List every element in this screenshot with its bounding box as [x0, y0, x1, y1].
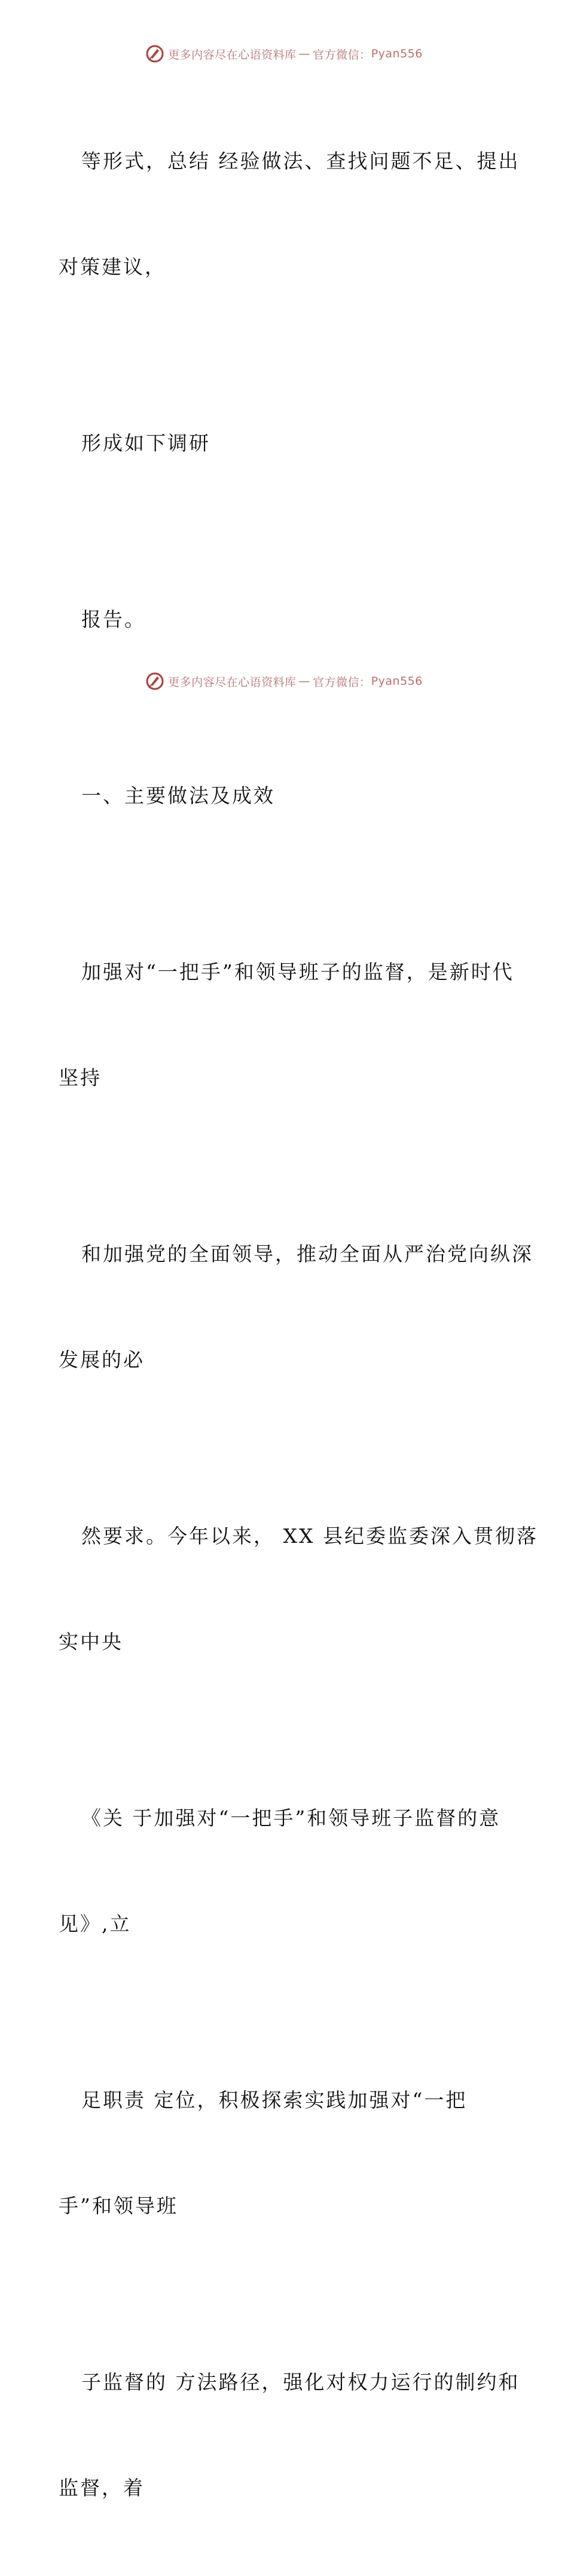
banner-wechat-label: 官方微信：	[313, 675, 371, 689]
paragraph-line: 报告。	[81, 608, 146, 631]
paragraph-line: 实中央	[59, 1630, 123, 1653]
section-heading	[59, 707, 513, 884]
paragraph-line: 见》,立	[59, 1912, 132, 1935]
paragraph-line: 和加强党的全面领导，推动全面从严治党向纵深	[81, 1242, 533, 1266]
paragraph	[59, 1730, 513, 2012]
banner-wechat-label: 官方微信：	[313, 48, 371, 62]
banner-dash: —	[298, 675, 311, 688]
paragraph-line: 然要求。今年以来， XX 县纪委监委深入贯彻落	[81, 1524, 538, 1548]
paragraph-line: 坚持	[59, 1066, 102, 1089]
footer-watermark-banner	[0, 669, 568, 693]
banner-text: 更多内容尽在心语资料库	[168, 675, 297, 689]
banner-wechat-id: Pyan556	[371, 47, 423, 60]
document-body	[59, 73, 538, 2576]
paragraph-line: 监督，着	[59, 2476, 145, 2500]
paragraph	[59, 884, 513, 1166]
paragraph	[59, 1448, 538, 1730]
quill-logo-icon	[145, 44, 164, 63]
paragraph	[59, 2012, 513, 2294]
quill-logo-icon	[145, 672, 164, 691]
paragraph-line: 《关 于加强对“一把手”和领导班子监督的意	[81, 1806, 501, 1830]
paragraph-line: 等形式，总结 经验做法、查找问题不足、提出	[81, 149, 520, 173]
paragraph	[59, 355, 513, 531]
paragraph	[59, 2294, 520, 2576]
paragraph-line: 对策建议，	[59, 255, 166, 278]
banner-wechat-id: Pyan556	[371, 675, 423, 688]
banner-text: 更多内容尽在心语资料库	[168, 48, 297, 62]
paragraph-line: 子监督的 方法路径，强化对权力运行的制约和	[81, 2370, 520, 2394]
paragraph-line: 足职责 定位，积极探索实践加强对“一把	[81, 2088, 468, 2112]
paragraph	[59, 73, 520, 355]
paragraph-line: 加强对“一把手”和领导班子的监督，是新时代	[81, 960, 514, 984]
paragraph-line: 发展的必	[59, 1348, 145, 1371]
paragraph-line: 一、主要做法及成效	[81, 784, 275, 807]
paragraph-line: 形成如下调研	[81, 431, 210, 455]
banner-dash: —	[298, 47, 311, 60]
header-watermark-banner	[0, 42, 568, 66]
paragraph-line: 手”和领导班	[59, 2194, 178, 2217]
paragraph	[59, 1166, 533, 1448]
